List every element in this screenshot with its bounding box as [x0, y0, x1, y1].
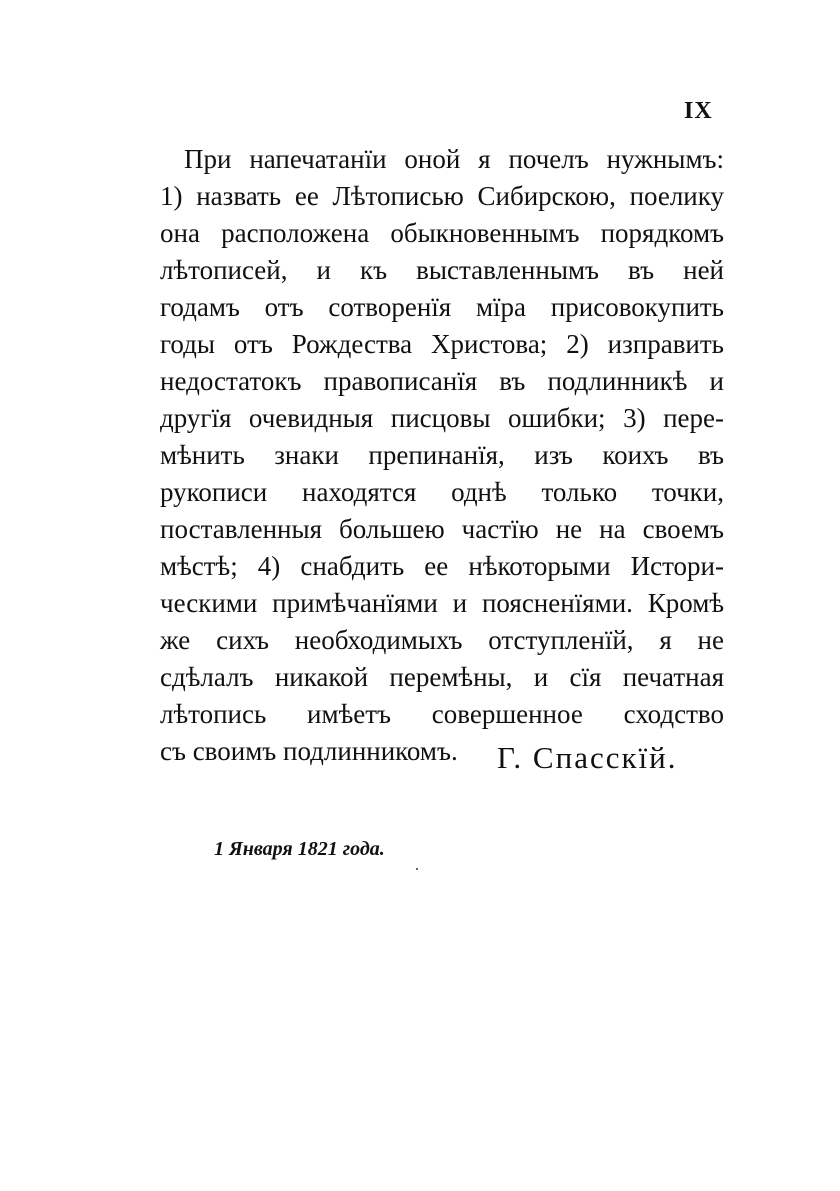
ink-speck — [416, 868, 418, 870]
text-line: другїя очевидныя писцовы ошибки; 3) пере- — [160, 403, 724, 433]
date-line: 1 Января 1821 года. — [214, 838, 385, 860]
text-line: рукописи находятся однѣ только точки, — [160, 477, 724, 507]
text-line: лѣтопись имѣетъ совершенное сходство — [160, 699, 724, 729]
body-text — [160, 141, 724, 770]
text-line: она расположена обыкновеннымъ порядкомъ — [160, 218, 724, 248]
text-line: же сихъ необходимыхъ отступленїй, я не — [160, 625, 724, 655]
page-number: IX — [684, 98, 713, 124]
text-line: ческими примѣчанїями и поясненїями. Кромѣ — [160, 588, 724, 618]
text-line: сдѣлалъ никакой перемѣны, и сїя печатная — [160, 662, 724, 692]
text-line: поставленныя большею частїю не на своемъ — [160, 514, 724, 544]
text-line: При напечатанїи оной я почелъ нужнымъ: — [184, 144, 724, 174]
text-line: лѣтописей, и къ выставленнымъ въ ней — [160, 255, 724, 285]
text-line: мѣстѣ; 4) снабдить ее нѣкоторыми Истори- — [160, 551, 724, 581]
text-line: съ своимъ подлинникомъ. — [160, 736, 458, 766]
text-line: мѣнить знаки препинанїя, изъ коихъ въ — [160, 440, 724, 470]
text-line: 1) назвать ее Лѣтописью Сибирскою, поелику — [160, 181, 724, 211]
text-line: недостатокъ правописанїя въ подлинникѣ и — [160, 366, 724, 396]
text-line: годамъ отъ сотворенїя мїра присовокупить — [160, 292, 724, 322]
text-line: годы отъ Рождества Христова; 2) изправить — [160, 329, 724, 359]
signature: Г. Спасскїй. — [497, 740, 678, 775]
